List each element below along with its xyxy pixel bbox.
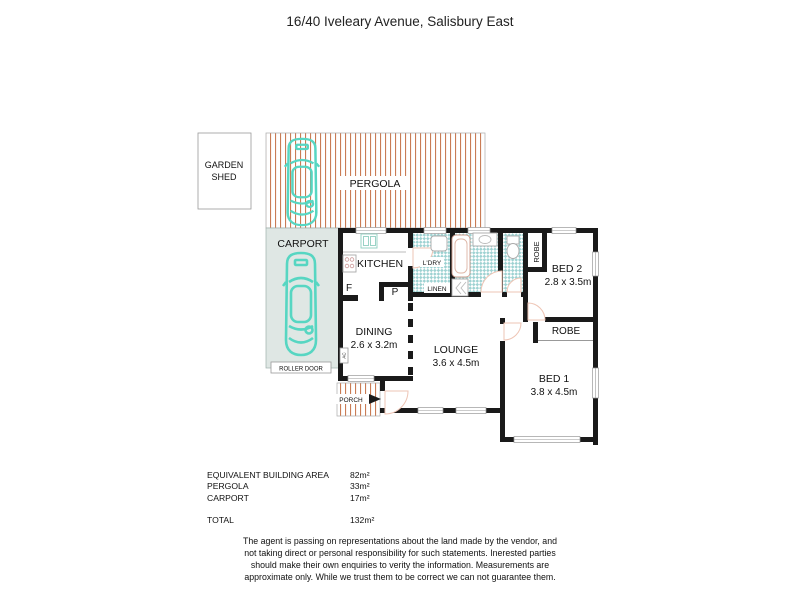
bed2-dims: 2.8 x 3.5m [544,277,592,288]
bath-tub [452,235,470,277]
window-bed2-north [552,228,576,234]
porch-label: PORCH [339,397,363,404]
area-total-row [207,515,374,526]
garden-shed [198,133,251,209]
disclaimer-line: approximate only. While we trust them to be correct we can not guarantee them. [244,572,556,582]
bed1-label: BED 1 [538,373,570,385]
porch [335,383,381,416]
vanity [473,233,497,246]
area-total-value: 132m² [350,515,375,526]
bed2-door-arc [528,303,545,320]
area-row-label: EQUIVALENT BUILDING AREA [207,470,329,480]
shower [452,279,468,296]
laundry-label: L'DRY [422,260,442,267]
toilet [507,236,519,259]
pantry-label: P [391,287,399,298]
area-row [207,470,374,481]
area-row [207,481,374,492]
window-dining-south [348,376,374,382]
disclaimer [0,535,800,583]
garden-shed-label-line1: GARDEN [204,160,244,170]
dining-label: DINING [355,326,393,338]
pergola-label: PERGOLA [349,178,401,190]
disclaimer-line: should make their own enquiries to verity the information. Measurements are [250,560,550,570]
garden-shed-label-line2: SHED [211,172,237,182]
roller-door-label: ROLLER DOOR [279,366,323,373]
lounge-label: LOUNGE [433,344,479,356]
bed1-dims: 3.8 x 4.5m [530,387,578,398]
carport-label: CARPORT [277,238,329,250]
window-laundry-north [424,228,446,234]
laundry-tub [431,236,447,251]
area-row-value: 82m² [350,470,370,480]
window-bed1-east [593,368,599,398]
area-row-label: PERGOLA [207,481,249,492]
window-kitchen-north [356,228,386,234]
window-lounge-south-2 [456,408,486,414]
lounge-dims: 3.6 x 4.5m [432,358,480,369]
garden-shed-outline [198,133,251,209]
page-title: 16/40 Iveleary Avenue, Salisbury East [286,14,514,29]
linen-label: LINEN [427,286,447,293]
ac-label: AC [341,352,347,359]
pergola [266,133,485,228]
dining-dims: 2.6 x 3.2m [350,340,398,351]
bed2-label: BED 2 [551,263,583,275]
area-row-value: 33m² [350,481,370,492]
carport [266,228,339,373]
kitchen-label: KITCHEN [356,258,404,270]
fridge-label: F [345,283,353,294]
window-bed2-east [593,252,599,276]
robe-bed2-label: ROBE [532,241,541,263]
robe-bed1-label: ROBE [551,326,581,337]
bed1-door-arc [504,323,521,340]
area-row-value: 17m² [350,492,370,503]
area-row-label: CARPORT [207,492,249,503]
stove [343,255,356,272]
area-table [207,470,374,527]
disclaimer-line: The agent is passing on representations about the land made by the vendor, and [243,536,557,546]
disclaimer-line: not taking direct or personal responsibility for such statements. Inerested parties [244,548,556,558]
window-lounge-south-1 [418,408,443,414]
area-total-label: TOTAL [207,515,234,526]
area-row [207,493,374,504]
window-bed1-south [514,437,580,443]
ac-unit [340,348,348,363]
